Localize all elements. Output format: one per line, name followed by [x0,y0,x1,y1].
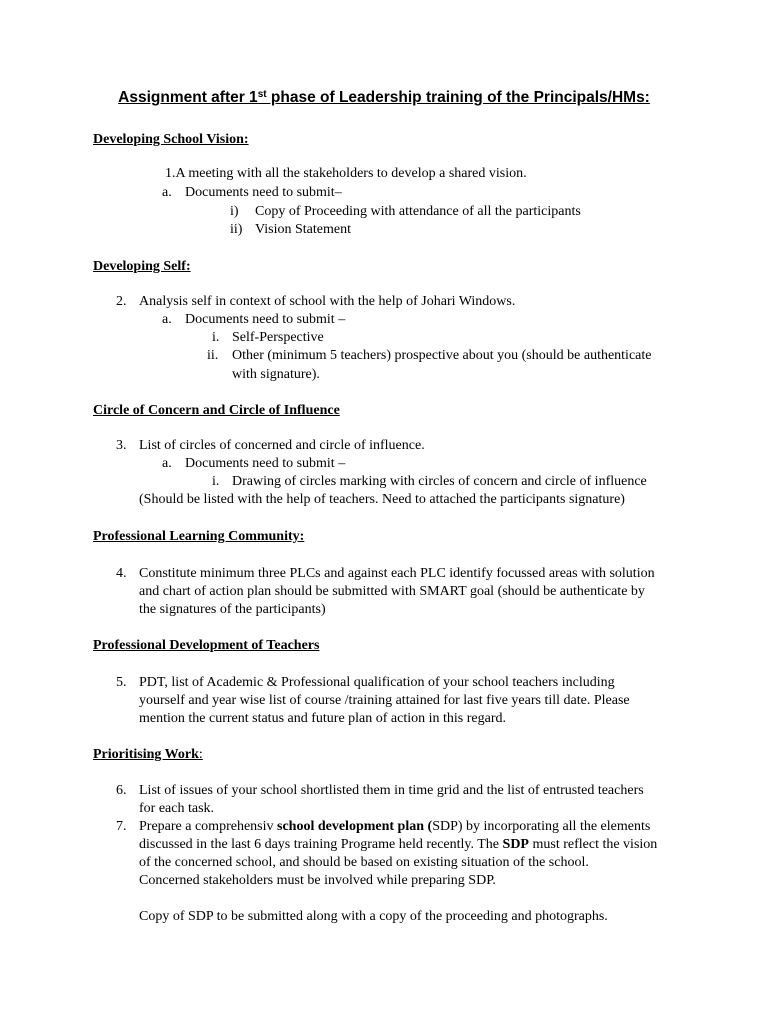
plc-line-3: the signatures of the participants) [139,602,326,617]
heading-pdt: Professional Development of Teachers [93,638,320,653]
vision-sub-text: Documents need to submit– [185,185,342,200]
heading-school-vision: Developing School Vision: [93,132,249,147]
pdt-line-1: PDT, list of Academic & Professional qualification of your school teachers including [139,675,615,690]
heading-circle-of-concern: Circle of Concern and Circle of Influence [93,403,340,418]
pdt-item-marker: 5. [116,675,127,690]
circle-sub-marker: a. [162,456,172,471]
title-superscript: st [257,89,267,100]
plc-line-1: Constitute minimum three PLCs and against each PLC identify focussed areas with solution [139,566,655,581]
self-doc-2-marker: ii. [207,348,219,363]
pdt-line-2: yourself and year wise list of course /training attained for last five years till date. Please [139,693,630,708]
circle-item-marker: 3. [116,438,127,453]
prioritising-heading-text: Prioritising Work [93,747,199,762]
item7-line-2-a: discussed in the last 6 days training Programe held recently. The [139,837,503,852]
item7-line-3: of the concerned school, and should be based on existing situation of the school. [139,855,589,870]
item7-line-1-c: SDP) by incorporating all the elements [432,819,651,834]
self-doc-2-continuation: with signature). [232,367,320,382]
item7-line-2-c: must reflect the vision [528,837,658,852]
plc-item-marker: 4. [116,566,127,581]
heading-prioritising-work [93,746,203,764]
item7-line-1-a: Prepare a comprehensiv [139,819,277,834]
self-item-text: Analysis self in context of school with the help of Johari Windows. [139,294,516,309]
pdt-line-3: mention the current status and future plan of action in this regard. [139,711,507,726]
item6-line-2: for each task. [139,801,215,816]
item7-line-2 [139,836,657,854]
self-doc-1-text: Self-Perspective [232,330,324,345]
prioritising-heading-colon: : [198,747,203,762]
self-doc-1-marker: i. [212,330,220,345]
title-suffix: phase of Leadership training of the Principals/HMs: [266,89,650,106]
vision-doc-2-marker: ii) [230,222,243,237]
item6-line-1: List of issues of your school shortlisted them in time grid and the list of entrusted teachers [139,783,644,798]
self-sub-marker: a. [162,312,172,327]
circle-item-text: List of circles of concerned and circle of influence. [139,438,425,453]
title-prefix: Assignment after 1 [118,89,258,106]
self-item-marker: 2. [116,294,127,309]
vision-item-1: 1.A meeting with all the stakeholders to develop a shared vision. [165,166,527,181]
circle-sub-text: Documents need to submit – [185,456,346,471]
item7-marker: 7. [116,819,127,834]
page-title [0,88,768,108]
vision-doc-2-text: Vision Statement [255,222,351,237]
item7-sdp-bold: SDP [502,837,529,852]
plc-line-2: and chart of action plan should be submitted with SMART goal (should be authenticate by [139,584,645,599]
vision-doc-1-marker: i) [230,204,239,219]
closing-note: Copy of SDP to be submitted along with a copy of the proceeding and photographs. [139,909,608,924]
circle-doc-marker: i. [212,474,220,489]
circle-note: (Should be listed with the help of teachers. Need to attached the participants signature) [139,492,625,507]
item7-line-4: Concerned stakeholders must be involved while preparing SDP. [139,873,496,888]
item7-line-1 [139,818,650,836]
vision-doc-1-text: Copy of Proceeding with attendance of all the participants [255,204,581,219]
heading-plc: Professional Learning Community: [93,529,305,544]
item7-sdp-term: school development plan ( [277,819,433,834]
self-doc-2-text: Other (minimum 5 teachers) prospective about you (should be authenticate [232,348,652,363]
self-sub-text: Documents need to submit – [185,312,346,327]
heading-developing-self: Developing Self: [93,259,191,274]
vision-sub-marker: a. [162,185,172,200]
circle-doc-text: Drawing of circles marking with circles of concern and circle of influence [232,474,647,489]
item6-marker: 6. [116,783,127,798]
